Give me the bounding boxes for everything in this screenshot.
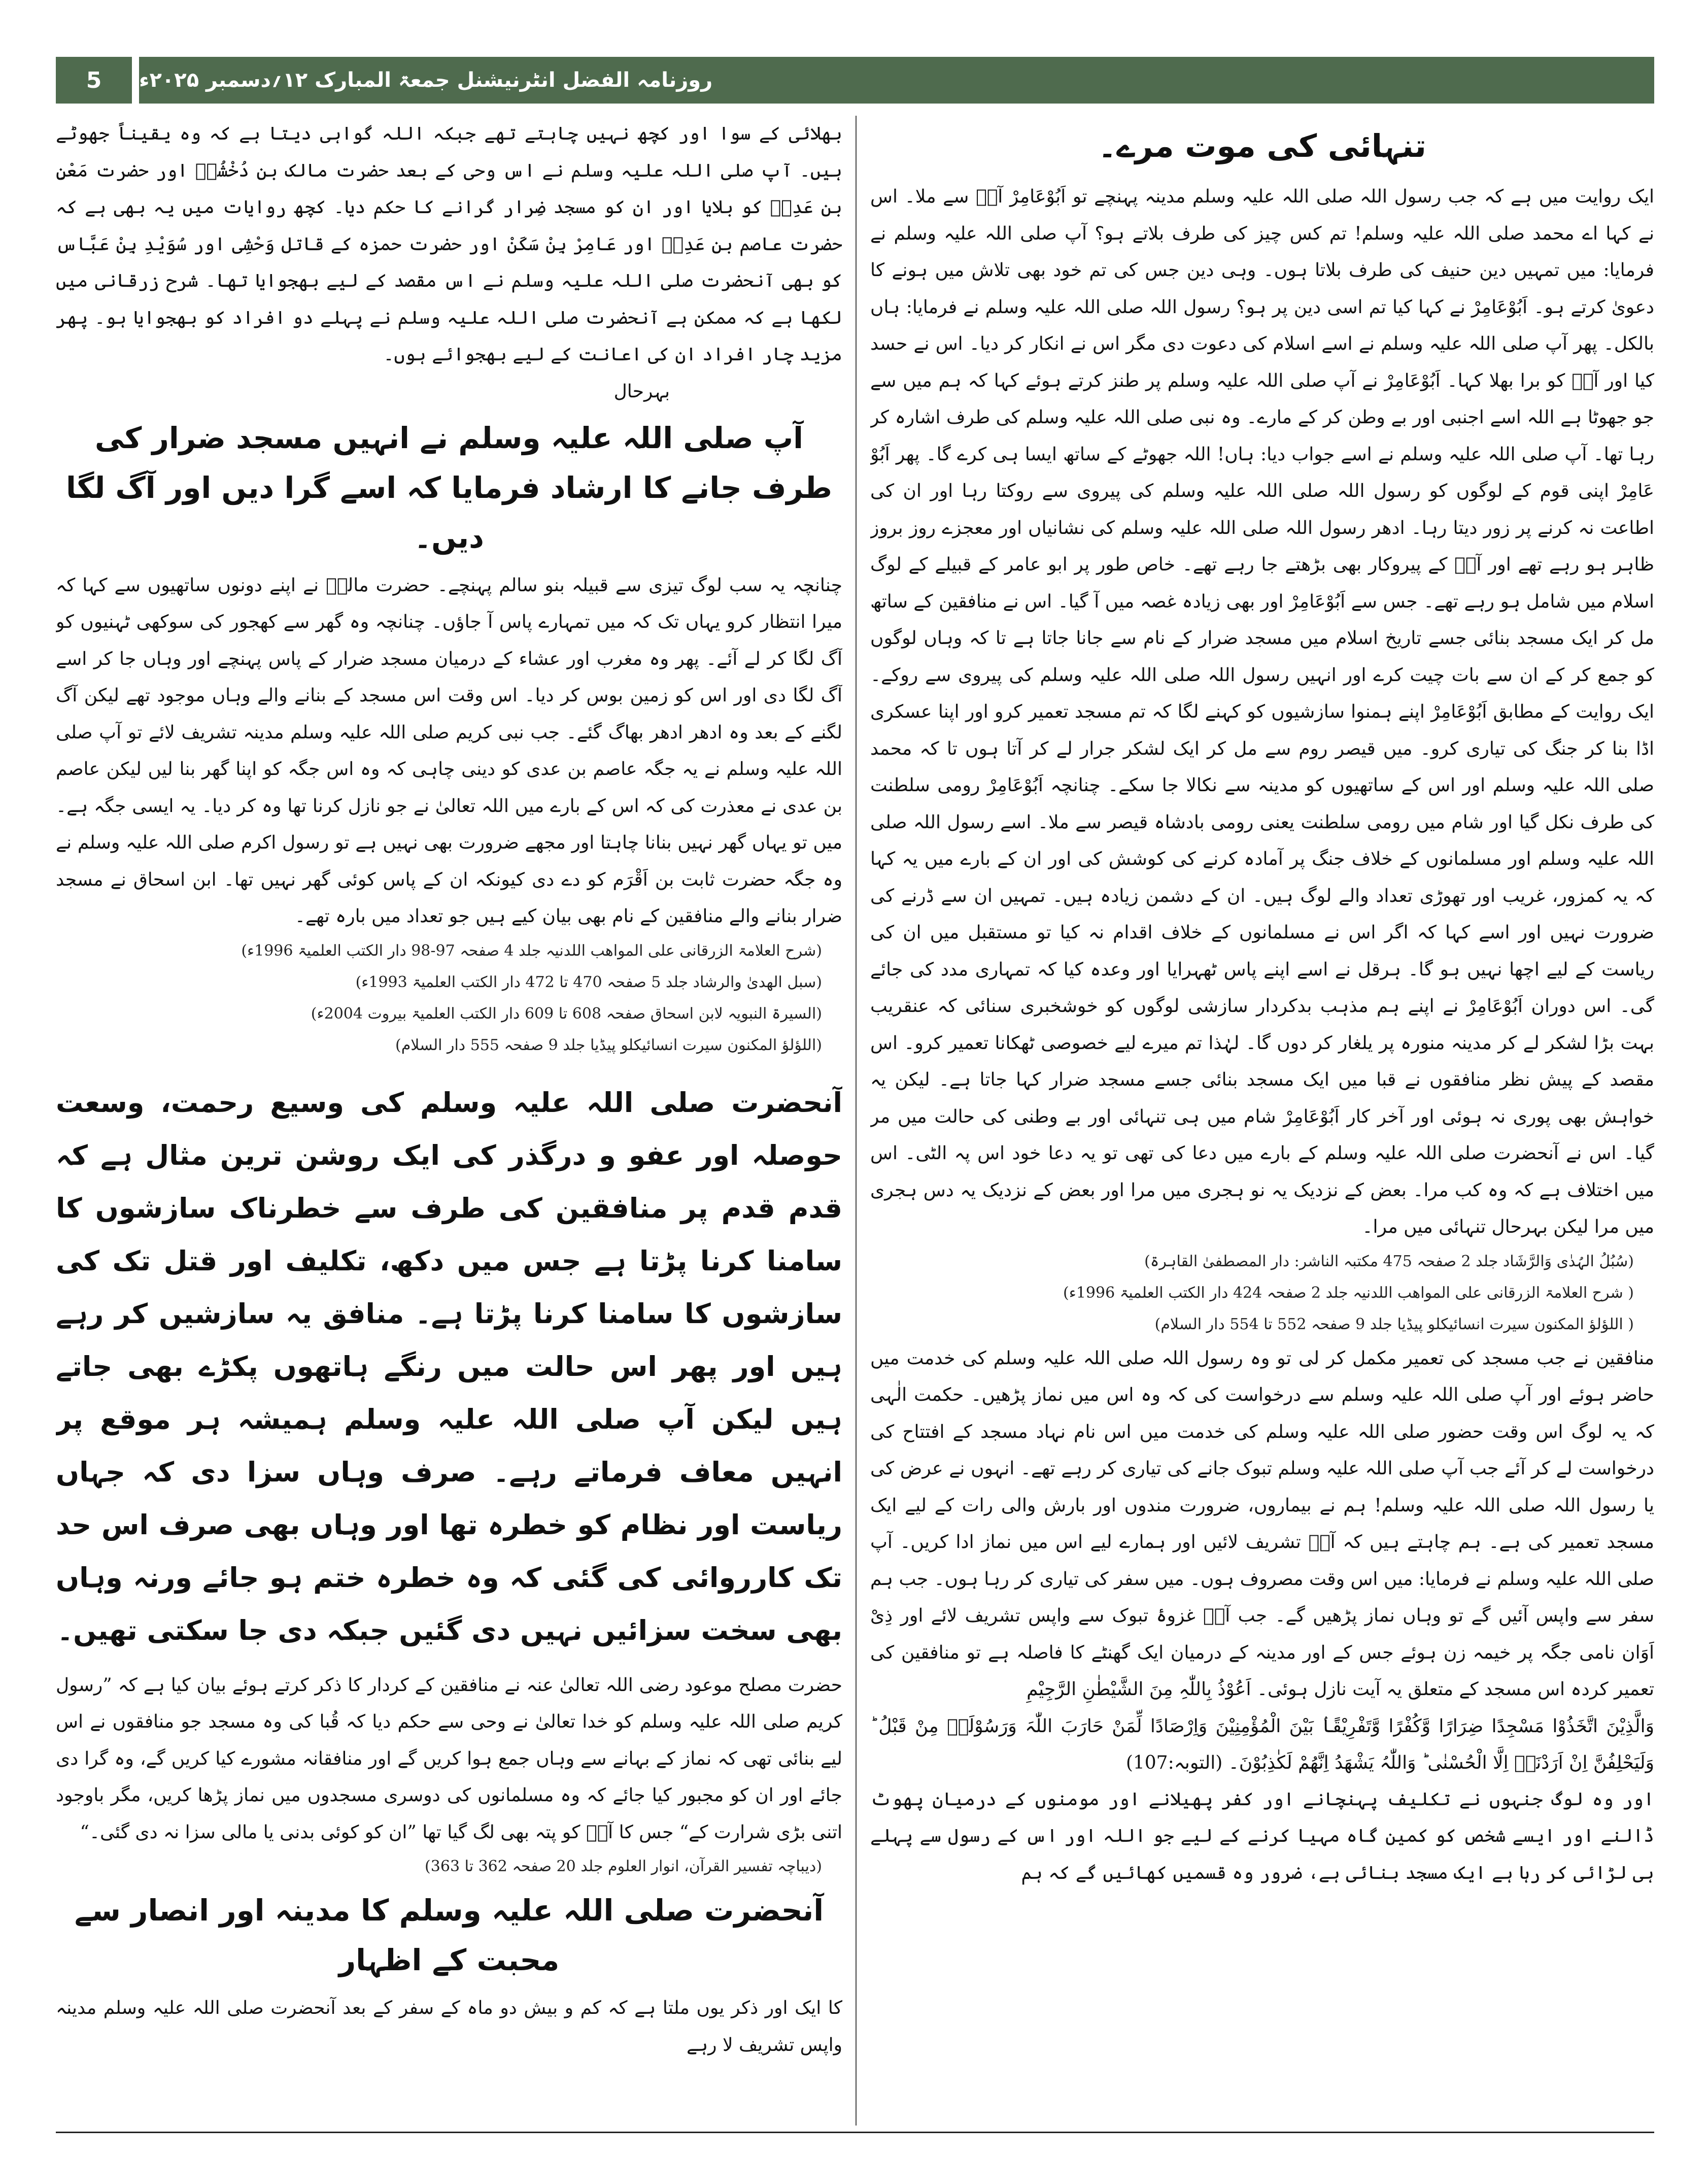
quran-verse: وَالَّذِیْنَ اتَّخَذُوْا مَسْجِدًا ضِرَارًا وَّکُفْرًا وَّتَفْرِیْقًاۢ بَیْنَ الْمُؤْمِنِیْنَ وَاِرْصَادًا لِّمَنْ حَارَبَ اللّٰہَ وَرَسُوْلَہٗ مِنْ قَبْلُ ؕ وَلَیَحْلِفُنَّ اِنْ اَرَدْنَاۤ اِلَّا الْحُسْنٰی ؕ وَاللّٰہُ یَشْھَدُ اِنَّھُمْ لَکٰذِبُوْنَ۔ (التوبہ:107) [870,1715,1654,1773]
reference: (دیباچہ تفسیر القرآن، انوار العلوم جلد 20 صفحہ 362 تا 363) [425,1858,822,1875]
page-number: 5 [56,57,132,104]
date-line: روزنامہ الفضل انٹرنیشنل جمعۃ المبارک ۱۲؍دسمبر ۲۰۲۵ء [139,57,1654,104]
right-paragraph-2: منافقین نے جب مسجد کی تعمیر مکمل کر لی تو وہ رسول اللہ صلی اللہ علیہ وسلم کی خدمت میں حاضر ہوئے اور آپ صلی اللہ علیہ وسلم سے درخواست کی کہ وہ اس میں نماز پڑھیں۔ حکمت الٰہی کہ یہ لوگ اس وقت حضور صلی اللہ علیہ وسلم کی خدمت میں اس نام نہاد مسجد کے افتتاح کی درخواست لے کر آئے جب آپ صلی اللہ علیہ وسلم تبوک جانے کی تیاری کر رہے تھے۔ انہوں نے عرض کی یا رسول اللہ صلی اللہ علیہ وسلم! ہم نے بیماروں، ضرورت مندوں اور بارش والی رات کے لیے ایک مسجد تعمیر کی ہے۔ ہم چاہتے ہیں کہ آپؐ تشریف لائیں اور ہمارے لیے اس میں نماز ادا کریں۔ آپ صلی اللہ علیہ وسلم نے فرمایا: میں اس وقت مصروف ہوں۔ میں سفر کی تیاری کر رہا ہوں۔ جب ہم سفر سے واپس آئیں گے تو وہاں نماز پڑھیں گے۔ جب آپؐ غزوۂ تبوک سے واپس تشریف لائے اور ذِیْ اَوَان نامی جگہ پر خیمہ زن ہوئے جس کے اور مدینہ کے درمیان ایک گھنٹے کا فاصلہ ہے تو منافقین کی تعمیر کردہ اس مسجد کے متعلق یہ آیت نازل ہوئی۔ اَعُوْذُ بِاللّٰہِ مِنَ الشَّیْطٰنِ الرَّجِیْمِ [870,1347,1654,1700]
right-paragraph-1: ایک روایت میں ہے کہ جب رسول اللہ صلی اللہ علیہ وسلم مدینہ پہنچے تو اَبُوْعَامِرْ آپؐ سے ملا۔ اس نے کہا اے محمد صلی اللہ علیہ وسلم! تم کس چیز کی طرف بلاتے ہو؟ آپ صلی اللہ علیہ وسلم نے فرمایا: میں تمہیں دین حنیف کی طرف بلاتا ہوں۔ وہی دین جس کی تم خود بھی تلاش میں ہونے کا دعویٰ کرتے ہو۔ اَبُوْعَامِرْ نے کہا کیا تم اسی دین پر ہو؟ رسول اللہ صلی اللہ علیہ وسلم نے فرمایا: ہاں بالکل۔ پھر آپ صلی اللہ علیہ وسلم نے اسے اسلام کی دعوت دی مگر اس نے انکار کر دیا۔ اس نے حسد کیا اور آپؐ کو برا بھلا کہا۔ اَبُوْعَامِرْ نے آپ صلی اللہ علیہ وسلم پر طنز کرتے ہوئے کہا کہ ہم میں سے جو جھوٹا ہے اللہ اسے اجنبی اور بے وطن کر کے مارے۔ وہ نبی صلی اللہ علیہ وسلم کی طرف اشارہ کر رہا تھا۔ آپ صلی اللہ علیہ وسلم نے اسے جواب دیا: ہاں! اللہ جھوٹے کے ساتھ ایسا ہی کرے گا۔ پھر اَبُوْ عَامِرْ اپنی قوم کے لوگوں کو رسول اللہ صلی اللہ علیہ وسلم کی پیروی سے روکتا رہا اور ان کی اطاعت نہ کرنے پر زور دیتا رہا۔ ادھر رسول اللہ صلی اللہ علیہ وسلم کی نشانیاں اور معجزے روز بروز ظاہر ہو رہے تھے اور آپؐ کے پیروکار بھی بڑھتے جا رہے تھے۔ خاص طور پر ابو عامر کے قبیلے کے لوگ اسلام میں شامل ہو رہے تھے۔ جس سے اَبُوْعَامِرْ اور بھی زیادہ غصہ میں آ گیا۔ اس نے منافقین کے ساتھ مل کر ایک مسجد بنائی جسے تاریخ اسلام میں مسجد ضرار کے نام سے جانا جاتا ہے تا کہ وہاں لوگوں کو جمع کر کے ان سے بات چیت کرے اور انہیں رسول اللہ صلی اللہ علیہ وسلم کی پیروی سے روکے۔ ایک روایت کے مطابق اَبُوْعَامِرْ اپنے ہمنوا سازشیوں کو کہنے لگا کہ تم مسجد تعمیر کرو اور اپنا عسکری اڈا بنا کر جنگ کی تیاری کرو۔ میں قیصر روم سے مل کر ایک لشکر جرار لے کر آتا ہوں تا کہ محمد صلی اللہ علیہ وسلم اور اس کے ساتھیوں کو مدینہ سے نکالا جا سکے۔ چنانچہ اَبُوْعَامِرْ رومی سلطنت کی طرف نکل گیا اور شام میں رومی سلطنت یعنی رومی بادشاہ قیصر سے ملا۔ اسے رسول اللہ صلی اللہ علیہ وسلم اور مسلمانوں کے خلاف جنگ پر آمادہ کرنے کی کوشش کی اور ان کے بارے میں یہ کہا کہ یہ کمزور، غریب اور تھوڑی تعداد والے لوگ ہیں۔ ان کے دشمن زیادہ ہیں۔ تمہیں ان سے ڈرنے کی ضرورت نہیں اور اسے کہا کہ اگر اس نے مسلمانوں کے خلاف اقدام نہ کیا تو مستقبل میں ان کی ریاست کے لیے اچھا نہیں ہو گا۔ ہرقل نے اسے اپنے پاس ٹھہرایا اور وعدہ کیا کہ تمہاری مدد کی جائے گی۔ اس دوران اَبُوْعَامِرْ نے اپنے ہم مذہب بدکردار سازشی لوگوں کو خوشخبری سنائی کہ عنقریب بہت بڑا لشکر لے کر مدینہ منورہ پر یلغار کر دوں گا۔ لہٰذا تم میرے لیے خصوصی ٹھکانا تعمیر کرو۔ اس مقصد کے پیش نظر منافقوں نے قبا میں ایک مسجد بنائی جسے مسجد ضرار کہا جاتا ہے۔ لیکن یہ خواہش بھی پوری نہ ہوئی اور آخر کار اَبُوْعَامِرْ شام میں ہی تنہائی اور بے وطنی کی حالت میں مر گیا۔ اس نے آنحضرت صلی اللہ علیہ وسلم کے بارے میں دعا کی تھی تو یہ دعا خود اس پہ الٹی۔ اس میں اختلاف ہے کہ وہ کب مرا۔ بعض کے نزدیک یہ نو ہجری میں مرا اور بعض کے نزدیک یہ دس ہجری میں مرا لیکن بہرحال تنہائی میں مرا۔ [870,186,1654,1237]
reference: (السیرۃ النبویہ لابن اسحاق صفحہ 608 تا 609 دار الکتب العلمیۃ بیروت 2004ء) [311,1004,822,1023]
reference: (شرح العلامۃ الزرقانی علی المواھب اللدنیہ جلد 4 صفحہ 97-98 دار الکتب العلمیۃ 1996ء) [241,941,822,960]
left-paragraph-4: کا ایک اور ذکر یوں ملتا ہے کہ کم و بیش دو ماہ کے سفر کے بعد آنحضرت صلی اللہ علیہ وسلم مدینہ واپس تشریف لا رہے [56,1998,842,2055]
masthead [56,57,1654,104]
reference: (سُبُلُ الہُدٰی وَالرَّشَاد جلد 2 صفحہ 475 مکتبہ الناشر: دار المصطفیٰ القاہرۃ) [1144,1252,1634,1270]
reference: (اللؤلؤ المکنون سیرت انسائیکلو پیڈیا جلد 9 صفحہ 555 دار السلام) [395,1036,822,1054]
pull-quote: آنحضرت صلی اللہ علیہ وسلم کی وسیع رحمت، وسعت حوصلہ اور عفو و درگذر کی ایک روشن ترین مثال ہے کہ قدم قدم پر منافقین کی طرف سے خطرناک سازشوں کا سامنا کرنا پڑتا ہے جس میں دکھ، تکلیف اور قتل تک کی سازشوں کا سامنا کرنا پڑتا ہے۔ منافق یہ سازشیں کر رہے ہیں اور پھر اس حالت میں رنگے ہاتھوں پکڑے بھی جاتے ہیں لیکن آپ صلی اللہ علیہ وسلم ہمیشہ ہر موقع پر انہیں معاف فرماتے رہے۔ صرف وہاں سزا دی کہ جہاں ریاست اور نظام کو خطرہ تھا اور وہاں بھی صرف اس حد تک کارروائی کی گئی کہ وہ خطرہ ختم ہو جائے ورنہ وہاں بھی سخت سزائیں نہیں دی گئیں جبکہ دی جا سکتی تھیں۔ [56,1086,842,1646]
right-column [870,116,1654,2126]
left-paragraph-1: بھلائی کے سوا اور کچھ نہیں چاہتے تھے جبکہ اللہ گواہی دیتا ہے کہ وہ یقیناً جھوٹے ہیں۔ آپ صلی اللہ علیہ وسلم نے اس وحی کے بعد حضرت مالک بن دُخْشُمؓ اور حضرت مَعْنِ بن عَدِیؓ کو بلایا اور ان کو مسجد ضِرار گرانے کا حکم دیا۔ کچھ روایات میں یہ بھی ہے کہ حضرت عاصم بن عَدِیؓ اور عَامِرْ بِنْ سَکَنْ اور حضرت حمزہ کے قاتل وَحْشِی اور سُوَیْدِ بِنْ عَبَّاس کو بھی آنحضرت صلی اللہ علیہ وسلم نے اس مقصد کے لیے بھجوایا تھا۔ شرح زرقانی میں لکھا ہے کہ ممکن ہے آنحضرت صلی اللہ علیہ وسلم نے پہلے دو افراد کو بھجوایا ہو۔ پھر مزید چار افراد ان کی اعانت کے لیے بھجوائے ہوں۔ [56,123,842,365]
column-divider [856,116,857,2126]
right-paragraph-3: اور وہ لوگ جنہوں نے تکلیف پہنچانے اور کفر پھیلانے اور مومنوں کے درمیان پھوٹ ڈالنے اور ایسے شخص کو کمین گاہ مہیا کرنے کے لیے جو اللہ اور اس کے رسول سے پہلے ہی لڑائی کر رہا ہے ایک مسجد بنائی ہے، ضرور وہ قسمیں کھائیں گے کہ ہم [870,1789,1654,1883]
subline: بہرحال [613,381,670,402]
left-paragraph-2: چنانچہ یہ سب لوگ تیزی سے قبیلہ بنو سالم پہنچے۔ حضرت مالکؓ نے اپنے دونوں ساتھیوں سے کہا کہ میرا انتظار کرو یہاں تک کہ میں تمہارے پاس آ جاؤں۔ چنانچہ وہ گھر سے کھجور کی سوکھی ٹہنیوں کو آگ لگا کر لے آئے۔ پھر وہ مغرب اور عشاء کے درمیان مسجد ضرار کے پاس پہنچے اور وہاں جا کر اسے آگ لگا دی اور اس کو زمین بوس کر دیا۔ اس وقت اس مسجد کے بنانے والے وہاں موجود تھے لیکن آگ لگنے کے بعد وہ ادھر ادھر بھاگ گئے۔ جب نبی کریم صلی اللہ علیہ وسلم مدینہ تشریف لائے تو آپ صلی اللہ علیہ وسلم نے یہ جگہ عاصم بن عدی کو دینی چاہی کہ وہ اس جگہ کو اپنا گھر بنا لیں لیکن عاصم بن عدی نے معذرت کی کہ اس کے بارے میں اللہ تعالیٰ نے جو نازل کرنا تھا وہ کر دیا۔ یہ ایسی جگہ ہے۔ میں تو یہاں گھر نہیں بنانا چاہتا اور مجھے ضرورت بھی نہیں ہے تو رسول اکرم صلی اللہ علیہ وسلم نے وہ جگہ حضرت ثابت بن اَقْرَم کو دے دی کیونکہ ان کے پاس کوئی گھر نہیں تھا۔ ابن اسحاق نے مسجد ضرار بنانے والے منافقین کے نام بھی بیان کیے ہیں جو تعداد میں بارہ تھے۔ [56,575,842,927]
reference: (سبل الھدیٰ والرشاد جلد 5 صفحہ 470 تا 472 دار الکتب العلمیۃ 1993ء) [355,973,822,991]
left-column [56,116,842,2126]
bottom-rule [56,2132,1654,2133]
reference: ( اللؤلؤ المکنون سیرت انسائیکلو پیڈیا جلد 9 صفحہ 552 تا 554 دار السلام) [1154,1315,1634,1333]
article-title: تنہائی کی موت مرے۔ [1098,127,1426,164]
reference: ( شرح العلامۃ الزرقانی علی المواھب اللدنیہ جلد 2 صفحہ 424 دار الکتب العلمیۃ 1996ء) [1063,1284,1634,1302]
left-paragraph-3: حضرت مصلح موعود رضی اللہ تعالیٰ عنہ نے منافقین کے کردار کا ذکر کرتے ہوئے بیان کیا ہے کہ ”رسول کریم صلی اللہ علیہ وسلم کو خدا تعالیٰ نے وحی سے حکم دیا کہ قُبا کی وہ مسجد جو منافقوں نے اس لیے بنائی تھی کہ نماز کے بہانے سے وہاں جمع ہوا کریں گے اور منافقانہ مشورے کیا کریں گے، وہ گرا دی جائے اور ان کو مجبور کیا جائے کہ وہ مسلمانوں کی دوسری مسجدوں میں نماز پڑھا کریں، مگر باوجود اتنی بڑی شرارت کے“ جس کا آپؐ کو پتہ بھی لگ گیا تھا ”ان کو کوئی بدنی یا مالی سزا نہ دی گئی۔“ [56,1674,842,1843]
section-heading: آنحضرت صلی اللہ علیہ وسلم کا مدینہ اور انصار سے محبت کے اظہار [74,1893,824,1977]
section-heading: آپ صلی اللہ علیہ وسلم نے انہیں مسجد ضرار کی طرف جانے کا ارشاد فرمایا کہ اسے گرا دیں اور آگ لگا دیں۔ [65,420,833,555]
